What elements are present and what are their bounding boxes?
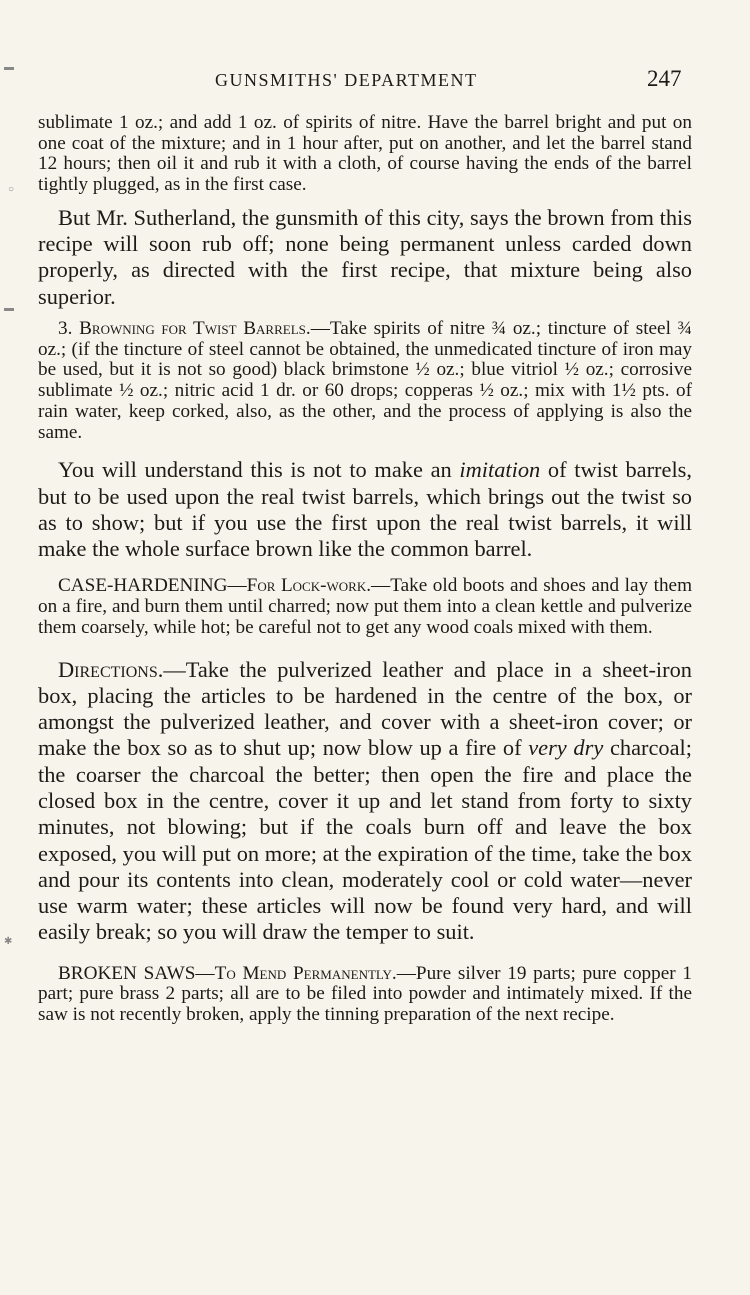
recipe-case-hardening: [38, 576, 692, 638]
recipe-text: —Pure silver 19 parts; pure copper 1 part; pure brass 2 parts; all are to be filed into powder and intimately mixed. If the saw is not recently broken, apply the tinning preparation of the next recipe.: [38, 962, 692, 1026]
recipe-browning-twist-barrels: [38, 319, 692, 443]
page-body: [38, 113, 692, 1026]
recipe-text: —Take old boots and shoes and lay them on a fire, and burn them until charred; now put them into a clean kettle and pulverize them coarsely, while hot; be careful not to get any wood coals mixed with them.: [38, 575, 692, 638]
page-header: [0, 66, 750, 102]
paragraph-directions: [38, 657, 692, 946]
emphasis-text: very dry: [528, 735, 604, 761]
emphasis-text: imitation: [459, 457, 541, 483]
recipe-text: —Take spirits of nitre ¾ oz.; tincture of steel ¾ oz.; (if the tincture of steel cannot be obtained, the unmedicated tincture of iron may be used, but it is not so good) black brimstone ½ oz.; blue vitriol ½ oz.; corrosive sublimate ½ oz.; nitric acid 1 dr. or 60 drops; copperas ½ oz.; mix with 1½ pts. of rain water, keep corked, also, as the other, and the process of applying is also the same.: [38, 318, 692, 443]
running-head: GUNSMITHS' DEPARTMENT: [215, 70, 478, 90]
margin-speck: ✱: [4, 936, 13, 947]
recipe-subtitle: To Mend Permanently.: [214, 962, 397, 984]
recipe-subtitle: For Lock-work.: [246, 575, 372, 597]
margin-speck: ▬: [4, 62, 14, 73]
recipe-broken-saws: [38, 964, 692, 1026]
margin-speck: ▬: [4, 303, 14, 314]
page-number: 247: [647, 66, 682, 91]
text-segment: You will understand this is not to make an: [58, 457, 460, 483]
directions-heading: Directions.: [58, 656, 164, 682]
paragraph-twist-explanation: [38, 457, 692, 562]
paragraph-continuation: sublimate 1 oz.; and add 1 oz. of spirits of nitre. Have the barrel bright and put on one coat of the mixture; and in 1 hour after, put on another, and let the barrel stand 12 hours; then oil it and rub it with a cloth, of course having the ends of the barrel tightly plugged, as in the first case.: [38, 112, 692, 196]
text-segment: of twist barrels, but to be used upon the real twist barrels, which brings out the twist so as to show; but if you use the first upon the real twist barrels, it will make the whole surface brown like the common barrel.: [38, 457, 692, 562]
recipe-title: BROKEN SAWS—: [58, 962, 215, 984]
recipe-number: 3.: [58, 318, 73, 339]
recipe-heading: Browning for Twist Barrels.: [79, 318, 311, 339]
paragraph-sutherland-note: But Mr. Sutherland, the gunsmith of this city, says the brown from this recipe will soon rub off; none being permanent unless carded down properly, as directed with the first recipe, that mixture being also superior.: [38, 204, 692, 309]
text-segment: charcoal; the coarser the charcoal the better; then open the fire and place the closed box in the centre, cover it up and let stand from forty to sixty minutes, not blowing; but if the coals burn off and leave the box exposed, you will put on more; at the expiration of the time, take the box and pour its contents into clean, moderately cool or cold water—never use warm water; these articles will now be found very hard, and will easily break; so you will draw the temper to suit.: [38, 735, 692, 945]
recipe-title: CASE-HARDENING—: [58, 575, 247, 597]
text-segment: —Take the pulverized leather and place in a sheet-iron box, placing the articles to be hardened in the centre of the box, or amongst the pulverized leather, and cover with a sheet-iron cover; or make the box so as to shut up; now blow up a fire of: [38, 656, 692, 761]
margin-ring: ○: [8, 184, 15, 195]
